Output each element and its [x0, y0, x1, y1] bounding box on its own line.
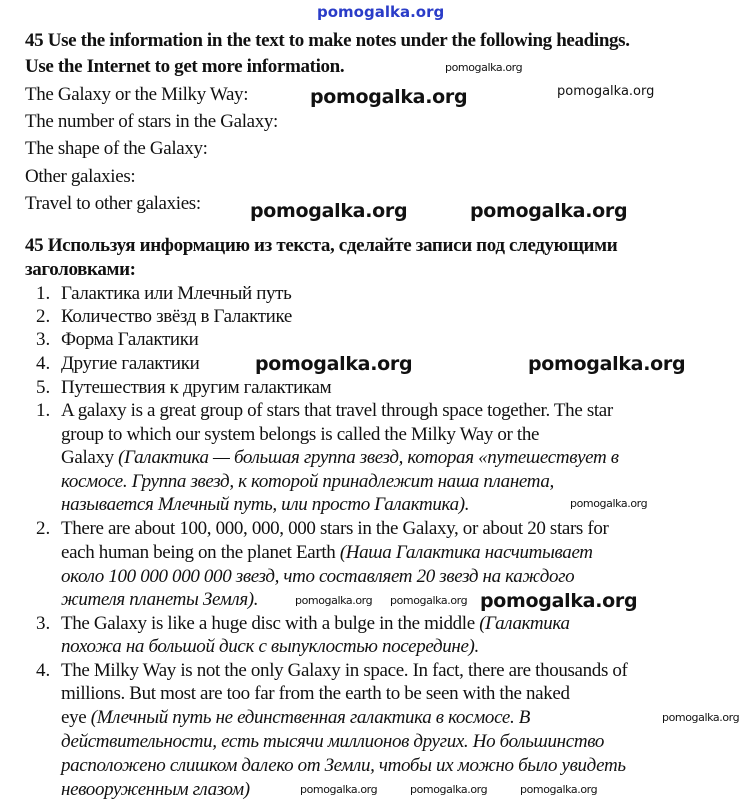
answer-number: 4. — [36, 660, 51, 681]
translation-text: (Млечный путь не единственная галактика в космосе. В — [90, 707, 531, 728]
watermark: pomogalka.org — [470, 200, 628, 222]
translation-text: расположено слишком далеко от Земли, чтобы их можно было увидеть — [61, 755, 626, 776]
translation-text: (Галактика — большая группа звезд, которая «путешествует в — [118, 447, 619, 468]
answer-line — [61, 636, 479, 658]
answer-line — [61, 779, 250, 801]
watermark: pomogalka.org — [570, 497, 648, 510]
answer-line — [61, 707, 530, 729]
watermark: pomogalka.org — [250, 200, 408, 222]
answer-text: The Galaxy is like a huge disc with a bulge in the middle — [61, 613, 480, 634]
answer-line — [61, 400, 613, 422]
watermark: pomogalka.org — [480, 590, 638, 612]
translation-text: около 100 000 000 000 звезд, что составляет 20 звезд на каждого — [61, 566, 575, 587]
answer-text: A galaxy is a great group of stars that travel through space together. The star — [61, 400, 613, 421]
list-number: 1. — [36, 283, 51, 304]
list-number: 5. — [36, 377, 51, 398]
answer-text: group to which our system belongs is called the Milky Way or the — [61, 424, 540, 445]
translation-text: называется Млечный путь, или просто Галактика). — [61, 494, 470, 515]
note-heading: The number of stars in the Galaxy: — [25, 111, 278, 132]
answer-text: The Milky Way is not the only Galaxy in space. In fact, there are thousands of — [61, 660, 628, 681]
answer-line — [61, 660, 628, 682]
answer-text: each human being on the planet Earth — [61, 542, 340, 563]
watermark: pomogalka.org — [528, 353, 686, 375]
watermark: pomogalka.org — [557, 84, 655, 99]
answer-line — [61, 542, 593, 564]
watermark: pomogalka.org — [295, 594, 373, 607]
heading-ru-item: Галактика или Млечный путь — [61, 283, 292, 304]
answer-line — [61, 471, 554, 493]
answer-text: millions. But most are too far from the earth to be seen with the naked — [61, 683, 570, 704]
answer-text: Galaxy — [61, 447, 119, 468]
answer-number: 1. — [36, 400, 51, 421]
answer-line — [61, 683, 570, 705]
heading-ru-item: Путешествия к другим галактикам — [61, 377, 332, 398]
watermark: pomogalka.org — [445, 61, 523, 74]
watermark: pomogalka.org — [390, 594, 468, 607]
task-heading: Use the Internet to get more information. — [25, 56, 345, 77]
heading-ru-item: Количество звёзд в Галактике — [61, 306, 292, 327]
task-heading-ru: заголовками: — [25, 259, 136, 280]
translation-text: похожа на большой диск с выпуклостью посередине). — [61, 636, 479, 657]
answer-line — [61, 731, 604, 753]
answer-line — [61, 518, 608, 540]
note-heading: The shape of the Galaxy: — [25, 138, 208, 159]
translation-text: космосе. Группа звезд, к которой принадлежит наша планета, — [61, 471, 554, 492]
translation-text: (Наша Галактика насчитывает — [339, 542, 593, 563]
note-heading: The Galaxy or the Milky Way: — [25, 84, 249, 105]
answer-line — [61, 447, 619, 469]
answer-number: 3. — [36, 613, 51, 634]
watermark: pomogalka.org — [317, 3, 445, 21]
translation-text: жителя планеты Земля). — [61, 589, 259, 610]
list-number: 3. — [36, 329, 51, 350]
watermark: pomogalka.org — [410, 783, 488, 796]
translation-text: невооруженным глазом) — [61, 779, 250, 800]
list-number: 2. — [36, 306, 51, 327]
watermark: pomogalka.org — [255, 353, 413, 375]
note-heading: Other galaxies: — [25, 166, 136, 187]
watermark: pomogalka.org — [310, 86, 468, 108]
task-heading-ru: 45 Используя информацию из текста, сделайте записи под следующими — [25, 235, 618, 256]
watermark: pomogalka.org — [520, 783, 598, 796]
answer-line — [61, 755, 626, 777]
answer-text: eye — [61, 707, 91, 728]
note-heading: Travel to other galaxies: — [25, 193, 201, 214]
answer-number: 2. — [36, 518, 51, 539]
heading-ru-item: Другие галактики — [61, 353, 200, 374]
watermark: pomogalka.org — [662, 711, 740, 724]
list-number: 4. — [36, 353, 51, 374]
answer-line — [61, 424, 539, 446]
answer-line — [61, 613, 570, 635]
task-heading: 45 Use the information in the text to make notes under the following headings. — [25, 30, 630, 51]
translation-text: действительности, есть тысячи миллионов других. Но большинство — [61, 731, 604, 752]
heading-ru-item: Форма Галактики — [61, 329, 199, 350]
watermark: pomogalka.org — [300, 783, 378, 796]
answer-line — [61, 589, 258, 611]
translation-text: (Галактика — [479, 613, 570, 634]
answer-text: There are about 100, 000, 000, 000 stars in the Galaxy, or about 20 stars for — [61, 518, 609, 539]
answer-line — [61, 494, 469, 516]
answer-line — [61, 566, 574, 588]
